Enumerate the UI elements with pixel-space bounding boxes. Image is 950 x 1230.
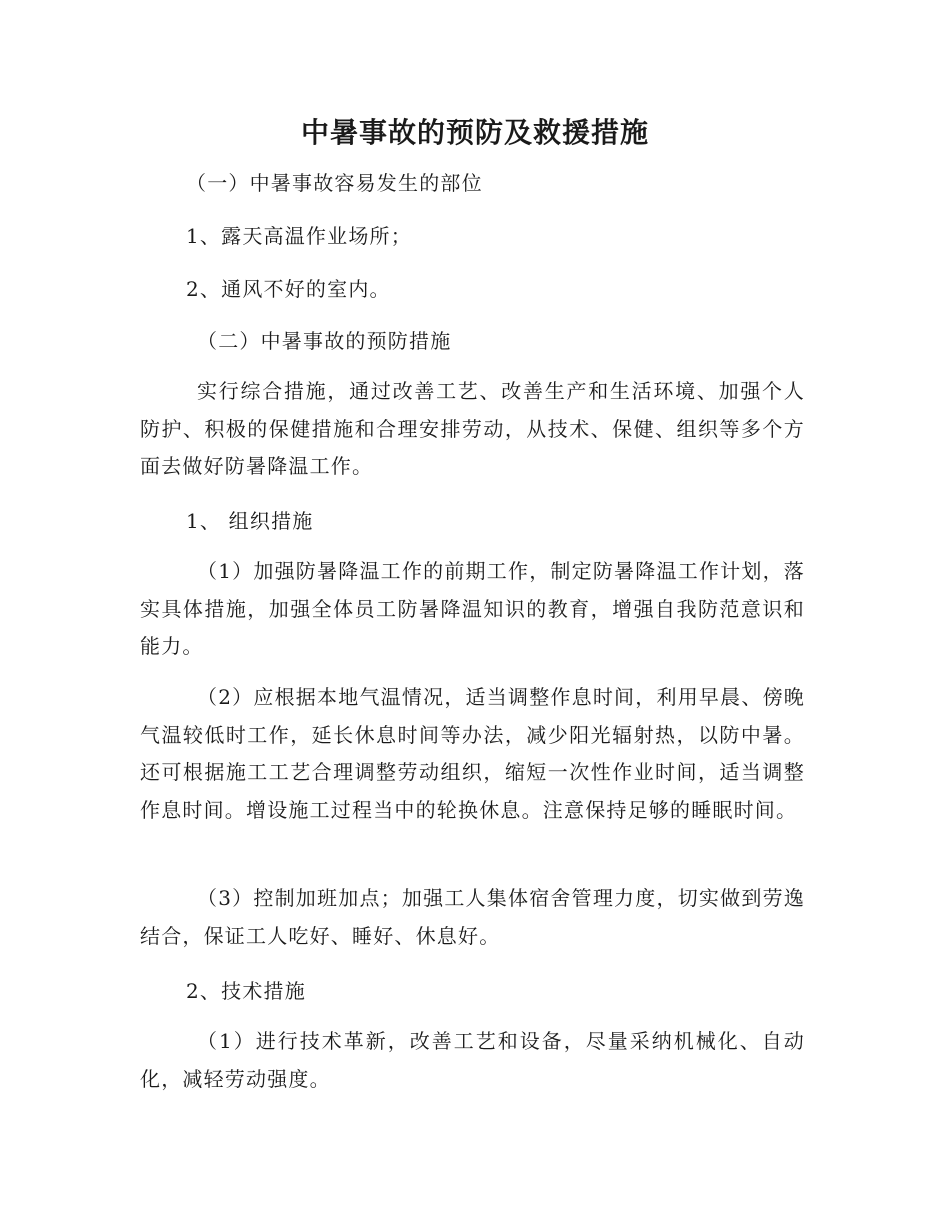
paragraph-org-1: （1）加强防暑降温工作的前期工作，制定防暑降温工作计划，落实具体措施，加强全体员工防暑降温知识的教育，增强自我防范意识和能力。 bbox=[140, 559, 805, 658]
list-item-indoor: 2、通风不好的室内。 bbox=[186, 277, 391, 301]
intro-paragraph: 实行综合措施，通过改善工艺、改善生产和生活环境、加强个人防护、积极的保健措施和合理安排劳动，从技术、保健、组织等多个方面去做好防暑降温工作。 bbox=[140, 379, 805, 478]
paragraph-org-2: （2）应根据本地气温情况，适当调整作息时间，利用早晨、傍晚气温较低时工作，延长休息时间等办法，减少阳光辐射热，以防中暑。还可根据施工工艺合理调整劳动组织，缩短一次性作业时间，适当调整作息时间。增设施工过程当中的轮换休息。注意保持足够的睡眠时间。 bbox=[140, 685, 805, 822]
section-heading-prevention: （二）中暑事故的预防措施 bbox=[197, 329, 452, 353]
paragraph-tech-1: （1）进行技术革新，改善工艺和设备，尽量采纳机械化、自动化，减轻劳动强度。 bbox=[140, 1029, 805, 1091]
subheading-technical: 2、技术措施 bbox=[186, 979, 306, 1003]
list-item-outdoor: 1、露天高温作业场所； bbox=[186, 224, 412, 248]
subheading-organization: 1、 组织措施 bbox=[186, 509, 314, 533]
paragraph-org-3: （3）控制加班加点；加强工人集体宿舍管理力度，切实做到劳逸结合，保证工人吃好、睡好、休息好。 bbox=[140, 886, 805, 948]
document-title: 中暑事故的预防及救援措施 bbox=[300, 116, 649, 149]
section-heading-locations: （一）中暑事故容易发生的部位 bbox=[186, 171, 483, 195]
